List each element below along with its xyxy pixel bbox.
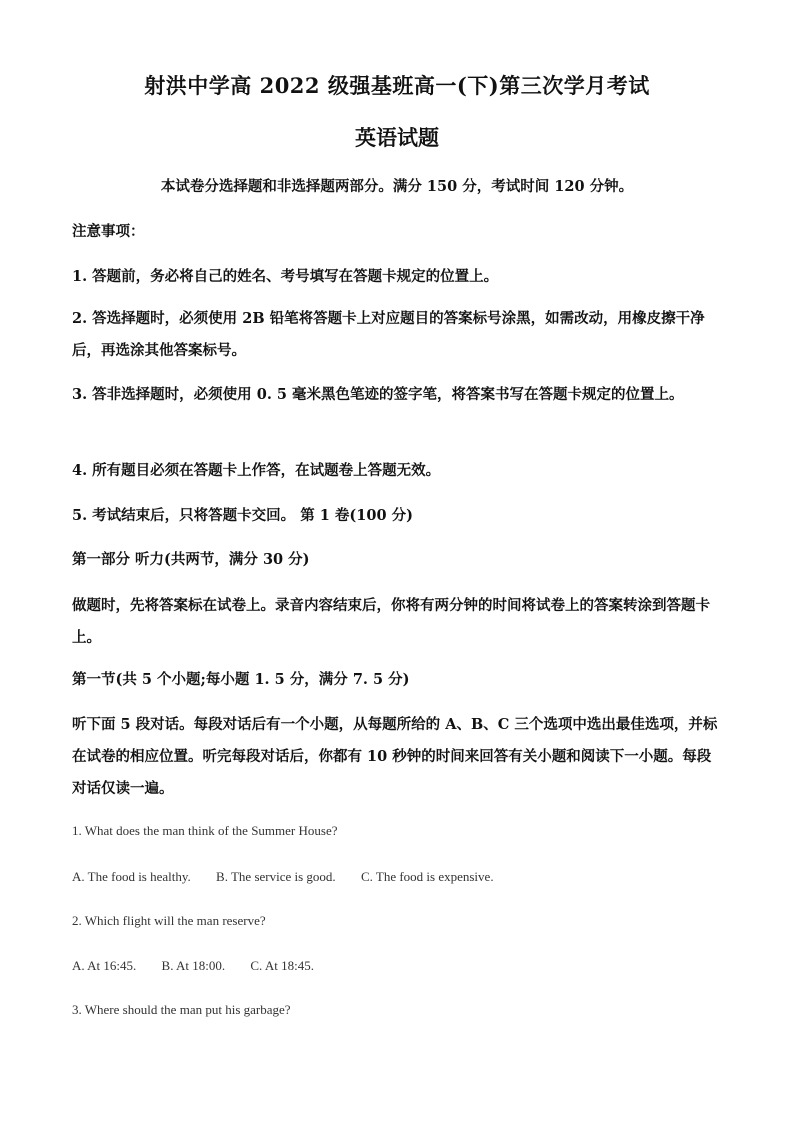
section1-instructions: 听下面 5 段对话。每段对话后有一个小题，从每题所给的 A、B、C 三个选项中选出最佳选项，并标在试卷的相应位置。听完每段对话后，你都有 10 秒钟的时间来回答有关小题和阅读下一小题。每段对话仅读一遍。 (72, 716, 718, 797)
notice-item-3: 3. 答非选择题时，必须使用 0. 5 毫米黑色笔迹的签字笔，将答案书写在答题卡规定的位置上。 (72, 386, 684, 403)
question-3-stem: 3. Where should the man put his garbage? (72, 1002, 291, 1017)
notice-heading: 注意事项： (72, 223, 145, 240)
question-1-option-a: A. The food is healthy. (72, 869, 191, 884)
question-2-option-b: B. At 18:00. (161, 958, 226, 973)
question-2-options (72, 956, 722, 976)
exam-intro: 本试卷分选择题和非选择题两部分。满分 150 分，考试时间 120 分钟。 (160, 178, 634, 195)
question-1-option-b: B. The service is good. (216, 869, 336, 884)
notice-item-5: 5. 考试结束后，只将答题卡交回。 第 1 卷(100 分) (72, 507, 413, 524)
question-1-options (72, 867, 722, 887)
question-1-option-c: C. The food is expensive. (360, 869, 494, 884)
question-2-option-c: C. At 18:45. (250, 958, 314, 973)
notice-item-4: 4. 所有题目必须在答题卡上作答，在试题卷上答题无效。 (72, 462, 441, 479)
question-1-stem: 1. What does the man think of the Summer House? (72, 823, 338, 838)
exam-subtitle: 英语试题 (355, 125, 439, 150)
notice-item-2: 2. 答选择题时，必须使用 2B 铅笔将答题卡上对应题目的答案标号涂黑，如需改动，用橡皮擦干净后，再选涂其他答案标号。 (72, 310, 705, 359)
notice-item-1: 1. 答题前，务必将自己的姓名、考号填写在答题卡规定的位置上。 (72, 268, 499, 285)
exam-title: 射洪中学高 2022 级强基班高一(下)第三次学月考试 (144, 73, 650, 98)
part1-instructions: 做题时，先将答案标在试卷上。录音内容结束后，你将有两分钟的时间将试卷上的答案转涂到答题卡上。 (72, 597, 710, 646)
question-2-stem: 2. Which flight will the man reserve? (72, 913, 266, 928)
section1-heading: 第一节(共 5 个小题;每小题 1. 5 分，满分 7. 5 分) (72, 671, 410, 688)
part1-heading: 第一部分 听力(共两节，满分 30 分) (72, 551, 310, 568)
question-2-option-a: A. At 16:45. (72, 958, 137, 973)
